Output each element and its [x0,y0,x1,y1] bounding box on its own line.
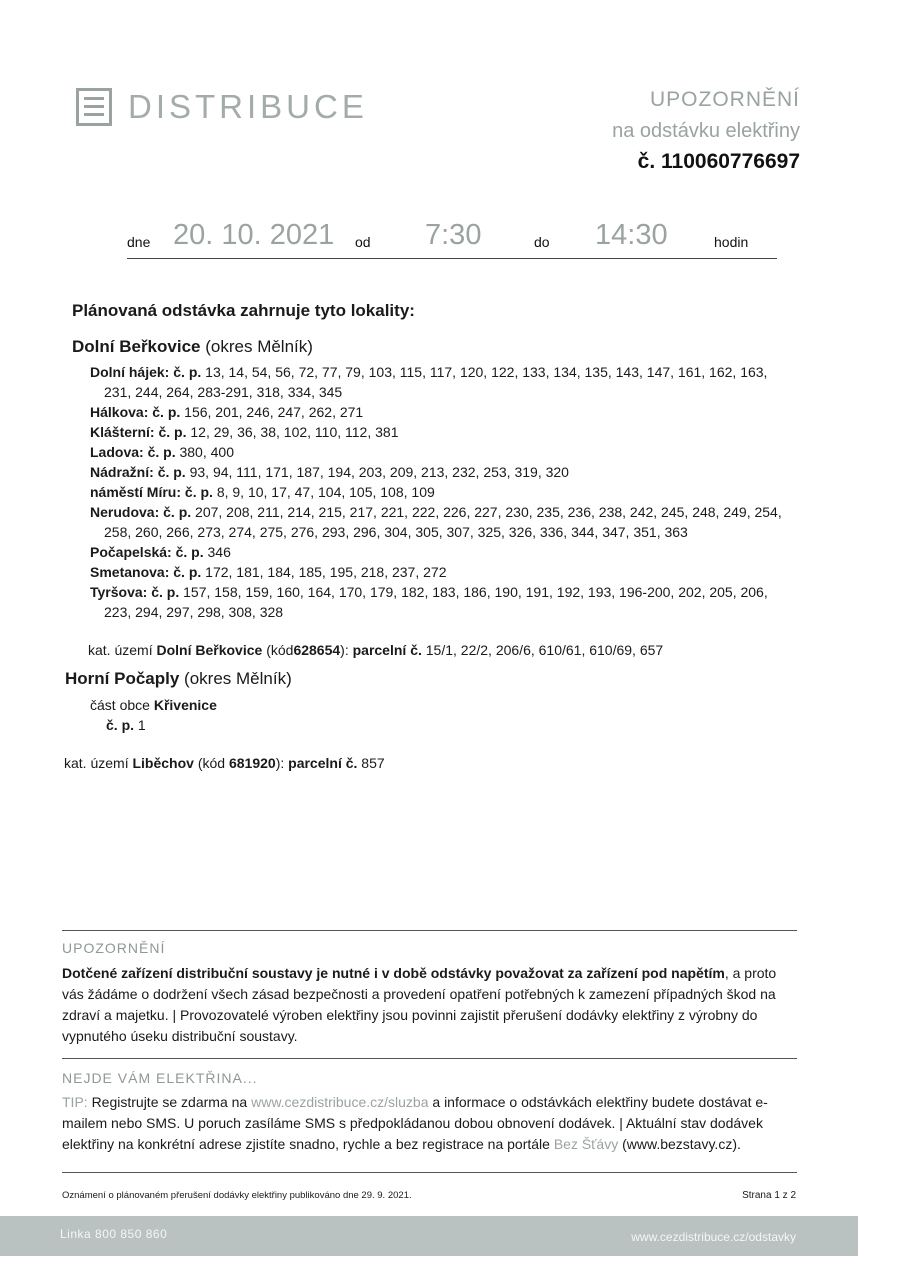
from-label: od [355,234,371,250]
street-item [90,582,800,622]
part-prefix: část obce [90,697,150,713]
house-numbers: 156, 201, 246, 247, 262, 271 [184,404,364,420]
cp-label: č. p. [173,364,202,380]
cp-label: č. p. [151,584,180,600]
parcel-label: parcelní č. [288,755,358,771]
cadastral-line [64,753,774,773]
town-name: Horní Počaply [65,669,180,688]
street-name: Nádražní: [90,464,154,480]
notice-number: č. 110060776697 [637,150,800,173]
part-name: Křivenice [153,697,217,713]
date-label: dne [127,234,151,250]
house-numbers: 172, 181, 184, 185, 195, 218, 237, 272 [205,564,447,580]
street-name: Klášterní: [90,424,155,440]
kat-name: Dolní Beřkovice [156,642,263,658]
cp-label: č. p. [184,484,213,500]
warning-rest: , a proto vás žádáme o dodržení všech zásad bezpečnosti a provedení opatření potřebných k zamezení případných škod na zdraví a majetku. | Provozovatelé výroben elektřiny jsou povinni zajistit přerušení dodávky elektřiny z výrobny do vypnutého úseku distribuční soustavy. [62,965,777,1044]
street-item [90,402,800,422]
cp-label: č. p. [163,504,192,520]
warning-text [62,963,797,1047]
parcel-values: 857 [361,755,385,771]
house-numbers: 8, 9, 10, 17, 47, 104, 105, 108, 109 [216,484,435,500]
kod-suffix: ): [340,642,349,658]
house-numbers-cont: 258, 260, 266, 273, 274, 275, 276, 293, 296, 304, 305, 307, 325, 326, 336, 344, 347, 351, 363 [104,524,688,540]
street-item [90,542,800,562]
divider [62,1172,797,1173]
street-name: náměstí Míru: [90,484,182,500]
tip-text-2: a informace o odstávkách elektřiny budete dostávat e-mailem nebo SMS. U poruch zasíláme SMS s předpokládanou dobou obnovení dodávek. | Aktuální stav dodávek elektřiny na konkrétní adrese zjistíte snadno, rychle a bez registrace na portále [62,1094,768,1152]
town-name: Dolní Beřkovice [72,337,201,356]
street-item [90,502,800,542]
street-name: Ladova: [90,444,144,460]
street-list [90,362,800,622]
divider [62,1058,797,1059]
logo-icon [76,88,112,126]
warning-title: UPOZORNĚNÍ [62,940,166,956]
to-label: do [534,234,550,250]
parcel-label: parcelní č. [352,642,422,658]
footer-url[interactable]: www.cezdistribuce.cz/odstavky [631,1230,796,1244]
town-part-cp [106,715,816,735]
street-name: Hálkova: [90,404,149,420]
cp-value: 1 [137,717,146,733]
street-item [90,562,800,582]
kat-name: Liběchov [132,755,194,771]
publication-note: Oznámení o plánovaném přerušení dodávky elektřiny publikováno dne 29. 9. 2021. [62,1190,412,1201]
town-district: (okres Mělník) [205,337,313,356]
street-name: Počapelská: [90,544,172,560]
tip-label: TIP: [62,1094,88,1110]
street-item [90,482,800,502]
tip-text-1: Registrujte se zdarma na [91,1094,248,1110]
tip-link-sluzba[interactable]: www.cezdistribuce.cz/sluzba [251,1094,429,1110]
cp-label: č. p. [147,444,176,460]
street-item [90,462,800,482]
parcel-values: 15/1, 22/2, 206/6, 610/61, 610/69, 657 [425,642,664,658]
street-name: Nerudova: [90,504,160,520]
notice-subtitle: na odstávku elektřiny [612,120,800,142]
cp-label: č. p. [175,544,204,560]
street-item [90,362,800,402]
cp-label: č. p. [106,717,135,733]
cp-label: č. p. [157,464,186,480]
street-name: Dolní hájek: [90,364,170,380]
house-numbers-cont: 231, 244, 264, 283-291, 318, 334, 345 [104,384,343,400]
tip-link-bezstavy[interactable]: Bez Šťávy [553,1136,619,1152]
hours-label: hodin [714,234,749,250]
house-numbers: 93, 94, 111, 171, 187, 194, 203, 209, 213, 232, 253, 319, 320 [189,464,569,480]
town-heading [72,337,313,357]
to-time: 14:30 [595,219,668,251]
tip-title: NEJDE VÁM ELEKTŘINA... [62,1070,258,1086]
kod-suffix: ): [275,755,285,771]
kod-value: 628654 [293,642,341,658]
hotline: Linka 800 850 860 [60,1227,168,1241]
street-name: Smetanova: [90,564,170,580]
house-numbers: 157, 158, 159, 160, 164, 170, 179, 182, 183, 186, 190, 191, 192, 193, 196-200, 202, 205, 206, [183,584,768,600]
cp-label: č. p. [158,424,187,440]
street-item [90,442,800,462]
date-line [127,218,777,259]
house-numbers: 207, 208, 211, 214, 215, 217, 221, 222, 226, 227, 230, 235, 236, 238, 242, 245, 248, 249, 254, [195,504,782,520]
town-heading [65,669,292,689]
house-numbers: 346 [207,544,231,560]
from-time: 7:30 [425,219,482,251]
street-name: Tyršova: [90,584,148,600]
house-numbers: 380, 400 [179,444,234,460]
section-title: Plánovaná odstávka zahrnuje tyto lokality: [72,301,415,320]
town-part [90,695,800,715]
house-numbers-cont: 223, 294, 297, 298, 308, 328 [104,604,284,620]
cadastral-line [88,640,798,660]
kat-prefix: kat. území [88,642,153,658]
notice-title: UPOZORNĚNÍ [649,88,800,111]
town-district: (okres Mělník) [184,669,292,688]
kod-prefix: (kód [266,642,294,658]
page-number: Strana 1 z 2 [742,1190,796,1201]
cp-label: č. p. [173,564,202,580]
divider [62,930,797,931]
warning-bold: Dotčené zařízení distribuční soustavy je nutné i v době odstávky považovat za zařízení pod napětím [62,965,725,981]
house-numbers: 13, 14, 54, 56, 72, 77, 79, 103, 115, 117, 120, 122, 133, 134, 135, 143, 147, 161, 162, 163, [205,364,768,380]
date-value: 20. 10. 2021 [173,219,335,251]
tip-link-bezstavy-url[interactable]: (www.bezstavy.cz). [622,1136,741,1152]
kat-prefix: kat. území [64,755,129,771]
cp-label: č. p. [152,404,181,420]
street-item [90,422,800,442]
logo-text: DISTRIBUCE [128,88,368,125]
house-numbers: 12, 29, 36, 38, 102, 110, 112, 381 [190,424,399,440]
kod-prefix: (kód [197,755,226,771]
tip-text [62,1092,797,1155]
kod-value: 681920 [228,755,276,771]
